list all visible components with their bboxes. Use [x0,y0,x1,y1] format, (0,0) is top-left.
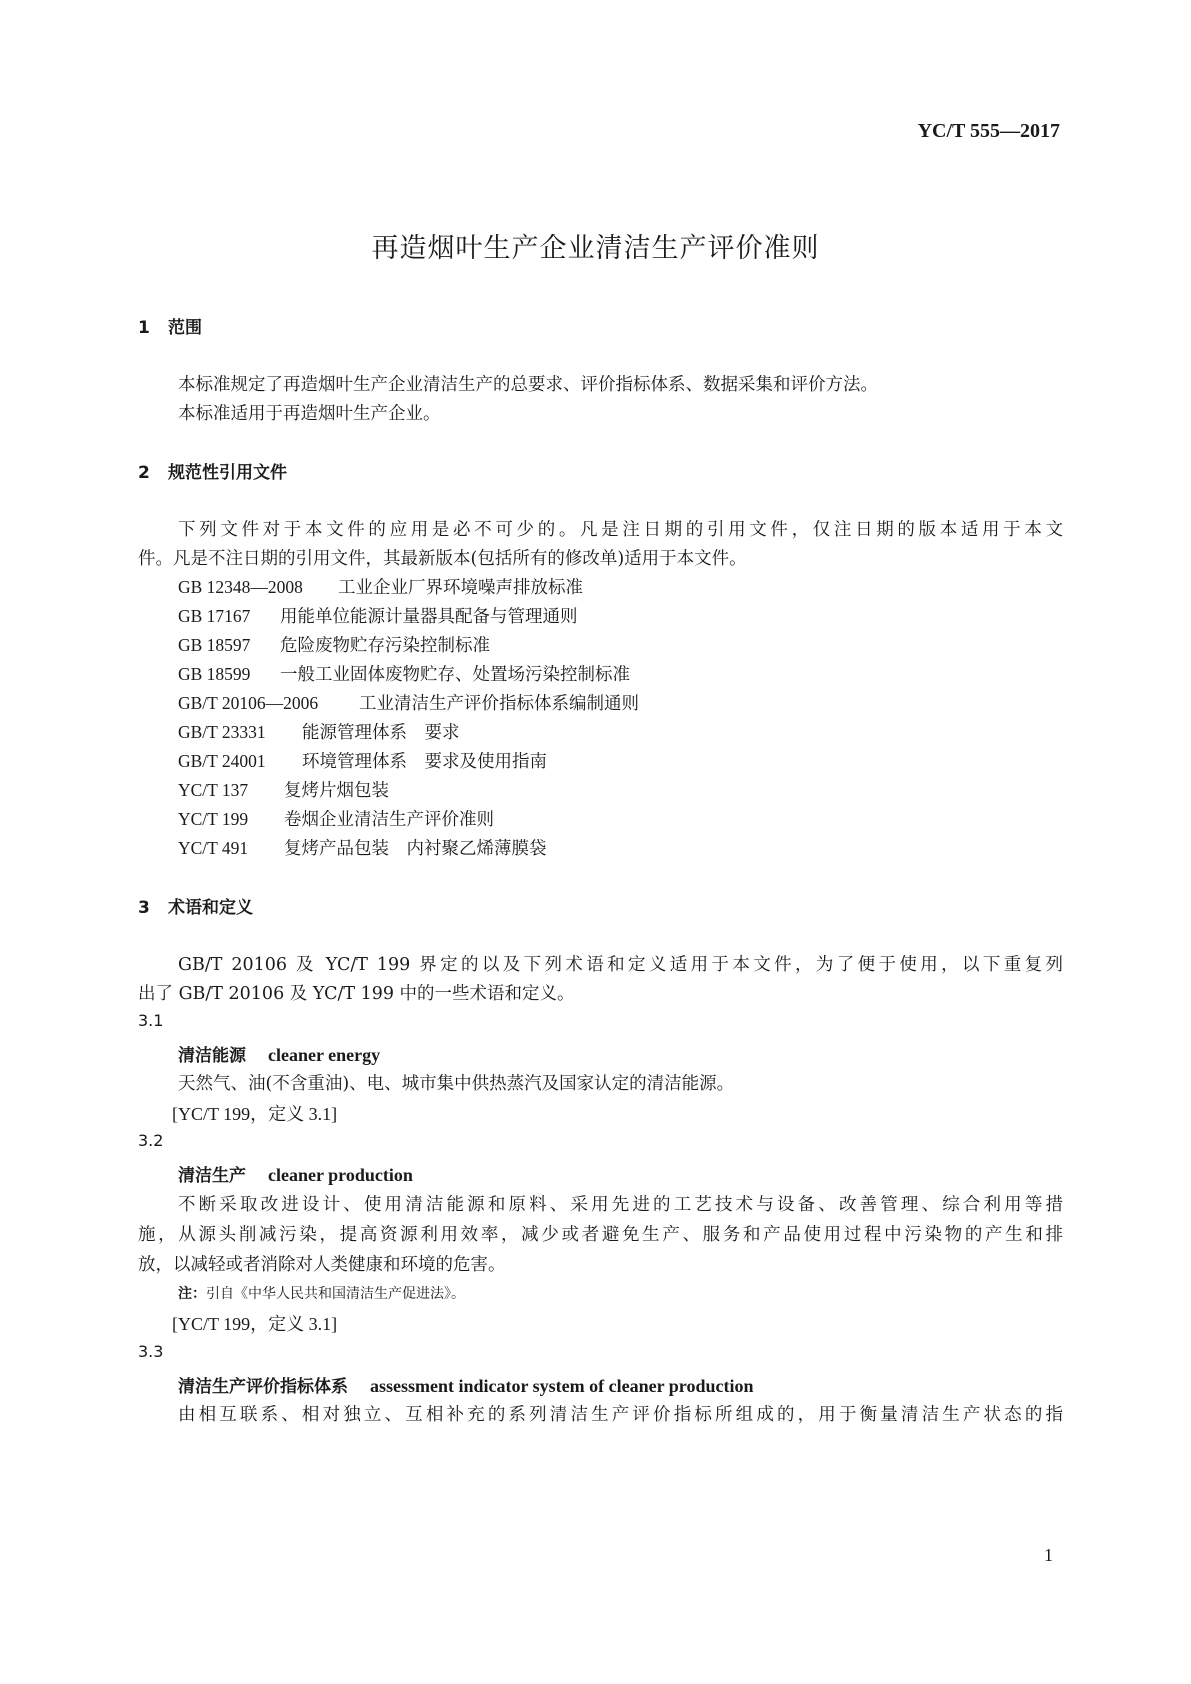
reference-item [178,748,547,773]
reference-code: GB/T 24001 [178,751,266,771]
reference-item [178,574,583,599]
term-heading [178,1372,753,1397]
reference-item [178,806,494,831]
paragraph: 下列文件对于本文件的应用是必不可少的。凡是注日期的引用文件，仅注日期的版本适用于本文 [178,520,1063,540]
reference-code: GB 12348—2008 [178,577,303,597]
paragraph: 本标准适用于再造烟叶生产企业。 [178,404,441,424]
term-number: 3.3 [138,1342,164,1361]
paragraph: 本标准规定了再造烟叶生产企业清洁生产的总要求、评价指标体系、数据采集和评价方法。 [178,375,878,395]
document-code: YC/T 555—2017 [917,120,1060,142]
term-source: [YC/T 199，定义 3.1] [172,1104,338,1124]
reference-code: YC/T 491 [178,838,249,858]
section-number: 2 [138,463,150,483]
reference-title: 环境管理体系 要求及使用指南 [302,752,547,772]
term-en: assessment indicator system of cleaner production [370,1376,754,1396]
paragraph: GB/T 20106 及 YC/T 199 界定的以及下列术语和定义适用于本文件，为了便于使用，以下重复列 [178,955,1063,975]
paragraph: 出了 GB/T 20106 及 YC/T 199 中的一些术语和定义。 [138,984,575,1004]
reference-code: GB/T 23331 [178,722,266,742]
paragraph: 件。凡是不注日期的引用文件，其最新版本(包括所有的修改单)适用于本文件。 [138,549,747,569]
document-title: 再造烟叶生产企业清洁生产评价准则 [371,233,820,264]
term-heading [178,1161,413,1186]
reference-title: 一般工业固体废物贮存、处置场污染控制标准 [280,665,630,685]
section-number: 3 [138,898,150,918]
term-source: [YC/T 199，定义 3.1] [172,1314,338,1334]
term-heading [178,1041,380,1066]
section-title: 范围 [168,318,202,338]
reference-item [178,690,639,715]
reference-item [178,661,630,686]
reference-item [178,603,578,628]
term-zh: 清洁能源 [178,1046,246,1066]
reference-code: YC/T 199 [178,809,249,829]
reference-code: YC/T 137 [178,780,249,800]
page-number: 1 [1044,1545,1053,1565]
term-en: cleaner production [268,1165,413,1185]
reference-item [178,777,389,802]
term-definition: 施，从源头削减污染，提高资源利用效率，减少或者避免生产、服务和产品使用过程中污染物的产生和排 [138,1225,1063,1245]
reference-title: 能源管理体系 要求 [302,723,460,743]
section-number: 1 [138,318,150,338]
term-zh: 清洁生产 [178,1166,246,1186]
reference-code: GB 17167 [178,606,251,626]
reference-title: 工业清洁生产评价指标体系编制通则 [359,694,639,714]
section-1-heading [138,313,202,338]
term-definition: 不断采取改进设计、使用清洁能源和原料、采用先进的工艺技术与设备、改善管理、综合利用等措 [178,1195,1063,1215]
term-en: cleaner energy [268,1045,381,1065]
section-3-heading [138,893,253,918]
reference-item [178,835,547,860]
reference-code: GB 18599 [178,664,251,684]
term-note [178,1283,465,1303]
reference-title: 复烤产品包装 内衬聚乙烯薄膜袋 [284,839,547,859]
term-definition: 天然气、油(不含重油)、电、城市集中供热蒸汽及国家认定的清洁能源。 [178,1074,735,1094]
reference-title: 复烤片烟包装 [284,781,389,801]
reference-title: 用能单位能源计量器具配备与管理通则 [280,607,578,627]
reference-title: 工业企业厂界环境噪声排放标准 [338,578,583,598]
reference-title: 卷烟企业清洁生产评价准则 [284,810,494,830]
section-2-heading [138,458,287,483]
reference-item [178,632,490,657]
reference-item [178,719,460,744]
note-text: 引自《中华人民共和国清洁生产促进法》。 [206,1286,465,1302]
section-title: 规范性引用文件 [168,463,287,483]
reference-code: GB/T 20106—2006 [178,693,319,713]
section-title: 术语和定义 [168,898,253,918]
reference-code: GB 18597 [178,635,251,655]
term-number: 3.2 [138,1131,164,1150]
term-definition: 由相互联系、相对独立、互相补充的系列清洁生产评价指标所组成的，用于衡量清洁生产状态的指 [178,1405,1063,1425]
term-zh: 清洁生产评价指标体系 [178,1377,348,1397]
term-number: 3.1 [138,1011,164,1030]
term-definition: 放，以减轻或者消除对人类健康和环境的危害。 [138,1255,506,1275]
note-label: 注： [178,1286,206,1302]
reference-title: 危险废物贮存污染控制标准 [280,636,490,656]
